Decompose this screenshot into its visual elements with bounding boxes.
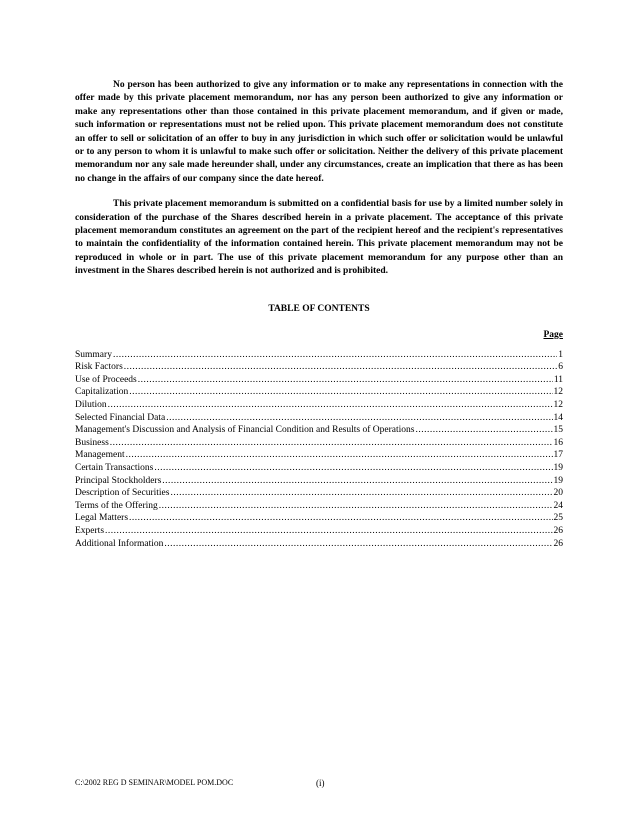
toc-entry[interactable] (75, 525, 563, 538)
toc-entry[interactable] (75, 424, 563, 437)
toc-entry-label: Management (75, 450, 125, 461)
toc-entry[interactable] (75, 538, 563, 551)
toc-entry-page: 12 (553, 400, 563, 411)
toc-leader-dots (124, 361, 557, 374)
toc-entry[interactable] (75, 374, 563, 387)
toc-leader-dots (138, 374, 553, 387)
toc-entry[interactable] (75, 462, 563, 475)
toc-entry-page: 1 (558, 349, 563, 360)
toc-entry[interactable] (75, 500, 563, 513)
toc-entry[interactable] (75, 412, 563, 425)
footer-file-path: C:\2002 REG D SEMINAR\MODEL POM.DOC (75, 778, 234, 787)
toc-entry-label: Additional Information (75, 538, 164, 549)
toc-leader-dots (126, 449, 553, 462)
toc-entry-page: 19 (553, 463, 563, 474)
toc-leader-dots (108, 399, 553, 412)
toc-entry[interactable] (75, 437, 563, 450)
toc-entry-label: Management's Discussion and Analysis of Financial Condition and Results of Operations (75, 425, 415, 436)
toc-entry[interactable] (75, 349, 563, 362)
toc-entry-label: Use of Proceeds (75, 374, 137, 385)
toc-entry-label: Description of Securities (75, 488, 170, 499)
toc-leader-dots (154, 462, 552, 475)
toc-entry-label: Business (75, 437, 109, 448)
toc-entry-page: 20 (553, 488, 563, 499)
toc-entry-page: 26 (553, 526, 563, 536)
confidentiality-paragraph: This private placement memorandum is submitted on a confidential basis for use by a limited number solely in consideration of the purchase of the Shares described herein in a private placement. The acceptance of this private placement memorandum constitutes an agreement on the part of the recipient hereof and the recipient's representatives to maintain the confidentiality of the information contained herein. This private placement memorandum may not be reproduced in whole or in part. The use of this private placement memorandum for any purpose other than an investment in the Shares described herein is not authorized and is prohibited. (75, 199, 563, 277)
toc-leader-dots (113, 349, 557, 362)
toc-leader-dots (170, 487, 552, 500)
toc-entry-page: 19 (553, 475, 563, 486)
toc-leader-dots (105, 525, 552, 538)
toc-entry[interactable] (75, 399, 563, 412)
toc-leader-dots (415, 424, 552, 437)
toc-entry-label: Risk Factors (75, 362, 123, 373)
toc-entry-label: Summary (75, 349, 112, 360)
toc-entry-label: Legal Matters (75, 513, 129, 524)
toc-title: TABLE OF CONTENTS (268, 303, 370, 314)
toc-entry-label: Capitalization (75, 387, 129, 398)
toc-leader-dots (162, 475, 552, 488)
footer-page-number: (i) (316, 778, 325, 788)
toc-entry-label: Selected Financial Data (75, 412, 166, 423)
toc-entry-label: Principal Stockholders (75, 475, 162, 486)
toc-entry-page: 16 (553, 437, 563, 448)
toc-leader-dots (110, 437, 553, 450)
toc-entry-label: Dilution (75, 400, 107, 411)
toc-entry-page: 11 (553, 374, 563, 385)
toc-entry-page: 17 (553, 450, 563, 461)
toc-entry[interactable] (75, 487, 563, 500)
table-of-contents (75, 349, 563, 551)
disclaimer-paragraph: No person has been authorized to give any information or to make any representations in connection with the offer made by this private placement memorandum, nor has any person been authorized to give any information or make any representations other than those contained in this private placement memorandum, and if given or made, such information or representations must not be relied upon. This private placement memorandum does not constitute an offer to sell or solicitation of an offer to buy in any jurisdiction in which such offer or solicitation would be unlawful or to any person to whom it is unlawful to make such offer or solicitation. Neither the delivery of this private placement memorandum nor any sale made hereunder shall, under any circumstances, create an implication that there as has been no change in the affairs of our company since the date hereof. (75, 80, 563, 184)
toc-leader-dots (129, 512, 552, 525)
toc-entry-page: 6 (558, 362, 563, 373)
toc-entry-page: 15 (553, 425, 563, 436)
toc-entry-label: Experts (75, 526, 105, 536)
toc-leader-dots (159, 500, 553, 513)
toc-leader-dots (164, 538, 552, 551)
toc-entry-page: 12 (553, 387, 563, 398)
toc-entry-page: 25 (553, 513, 563, 524)
toc-leader-dots (129, 386, 552, 399)
toc-page-header: Page (543, 329, 563, 340)
toc-leader-dots (166, 412, 552, 425)
toc-entry-page: 26 (553, 538, 563, 549)
document-page (75, 79, 563, 550)
toc-entry[interactable] (75, 361, 563, 374)
toc-entry-label: Certain Transactions (75, 463, 154, 474)
toc-entry-page: 14 (553, 412, 563, 423)
toc-entry-label: Terms of the Offering (75, 500, 158, 511)
toc-entry[interactable] (75, 449, 563, 462)
toc-entry-page: 24 (553, 500, 563, 511)
toc-entry[interactable] (75, 512, 563, 525)
toc-entry[interactable] (75, 475, 563, 488)
toc-entry[interactable] (75, 386, 563, 399)
